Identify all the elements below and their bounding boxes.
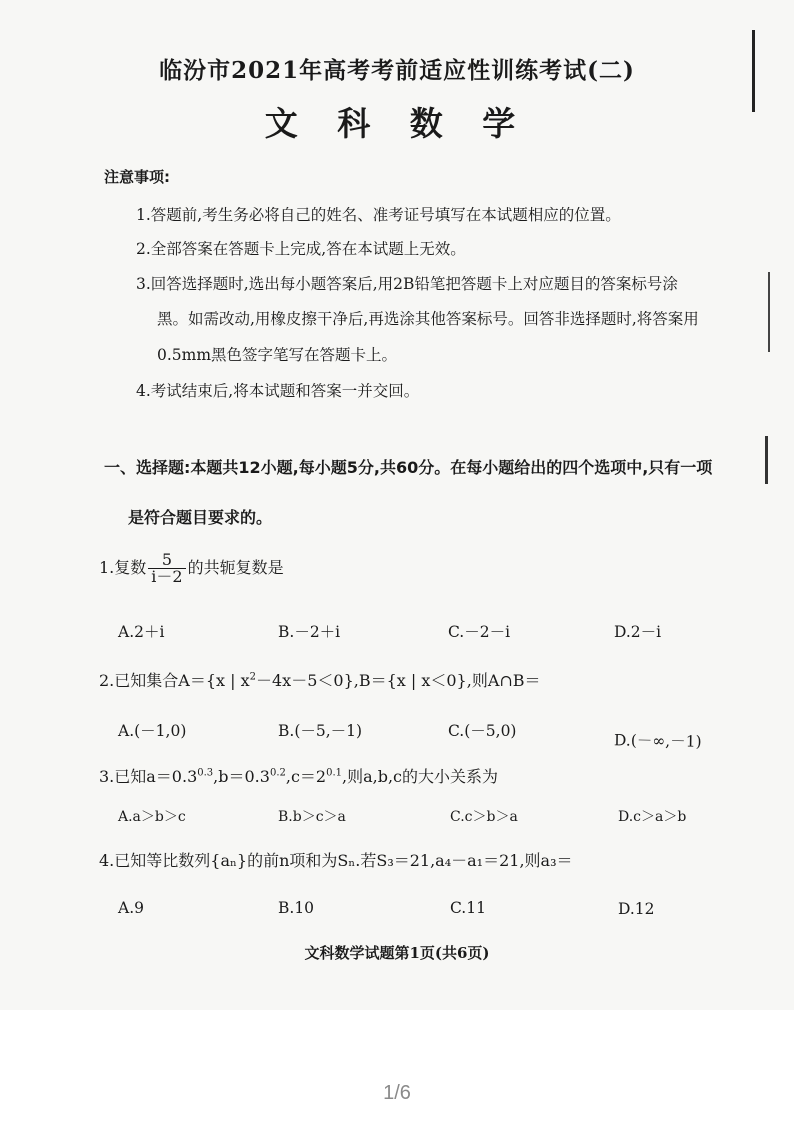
q3-option-c: C.c＞b＞a	[450, 809, 518, 825]
question-3-text-3: ,c＝2	[285, 767, 327, 786]
notice-item-1: 1.答题前,考生务必将自己的姓名、准考证号填写在本试题相应的位置。	[136, 206, 621, 224]
q1-option-d: D.2－i	[614, 623, 662, 641]
q3-option-d: D.c＞a＞b	[618, 809, 687, 825]
q1-option-a: A.2＋i	[118, 623, 165, 641]
question-1-suffix: 的共轭复数是	[187, 558, 284, 577]
notice-item-3-cont: 黑。如需改动,用橡皮擦干净后,再选涂其他答案标号。回答非选择题时,将答案用	[157, 310, 699, 328]
page-footer: 文科数学试题第1页(共6页)	[304, 944, 490, 962]
exponent: 0.3	[197, 767, 214, 779]
question-1-prefix: 1.复数	[99, 558, 147, 577]
exponent: 2	[249, 671, 256, 683]
exponent: 0.1	[326, 767, 342, 779]
q4-option-d: D.12	[618, 900, 655, 918]
scan-edge-mark	[765, 436, 768, 484]
scan-edge-mark	[768, 272, 770, 352]
question-3-text-1: 3.已知a＝0.3	[99, 767, 198, 786]
question-1	[99, 552, 284, 585]
q2-option-a: A.(－1,0)	[118, 722, 187, 740]
q2-option-b: B.(－5,－1)	[278, 722, 363, 740]
q4-option-c: C.11	[450, 899, 486, 917]
question-3	[99, 764, 498, 787]
fraction-numerator: 5	[148, 552, 185, 569]
q1-option-c: C.－2－i	[448, 623, 511, 641]
q2-option-d: D.(－∞,－1)	[613, 731, 702, 751]
exam-subject: 文 科 数 学	[264, 104, 530, 143]
question-4: 4.已知等比数列{aₙ}的前n项和为Sₙ.若S₃＝21,a₄－a₁＝21,则a₃＝	[99, 851, 573, 870]
question-3-text-4: ,则a,b,c的大小关系为	[342, 767, 499, 786]
q1-option-b: B.－2＋i	[278, 623, 341, 641]
fraction	[148, 552, 185, 585]
q3-option-a: A.a＞b＞c	[118, 809, 186, 825]
notice-item-3: 3.回答选择题时,选出每小题答案后,用2B铅笔把答题卡上对应题目的答案标号涂	[136, 275, 678, 293]
q4-option-b: B.10	[278, 899, 315, 917]
question-2-text-b: －4x－5＜0},B＝{x | x＜0},则A∩B＝	[256, 671, 541, 690]
notice-item-4: 4.考试结束后,将本试题和答案一并交回。	[136, 382, 420, 400]
question-2	[99, 668, 541, 691]
fraction-denominator: i－2	[151, 567, 183, 586]
notice-item-2: 2.全部答案在答题卡上完成,答在本试题上无效。	[136, 240, 466, 258]
notice-item-3-cont2: 0.5mm黑色签字笔写在答题卡上。	[157, 346, 398, 364]
question-3-text-2: ,b＝0.3	[213, 767, 270, 786]
q2-option-c: C.(－5,0)	[448, 722, 517, 740]
page-indicator: 1/6	[383, 1082, 411, 1104]
section-heading: 一、选择题:本题共12小题,每小题5分,共60分。在每小题给出的四个选项中,只有一项	[104, 458, 713, 477]
q4-option-a: A.9	[118, 899, 144, 917]
question-2-text-a: 2.已知集合A＝{x | x	[99, 671, 250, 690]
notice-heading: 注意事项:	[104, 168, 170, 186]
section-heading-cont: 是符合题目要求的。	[128, 508, 273, 527]
exponent: 0.2	[269, 767, 286, 779]
q3-option-b: B.b＞c＞a	[278, 809, 346, 825]
exam-title: 临汾市2021年高考考前适应性训练考试(二)	[159, 57, 635, 84]
